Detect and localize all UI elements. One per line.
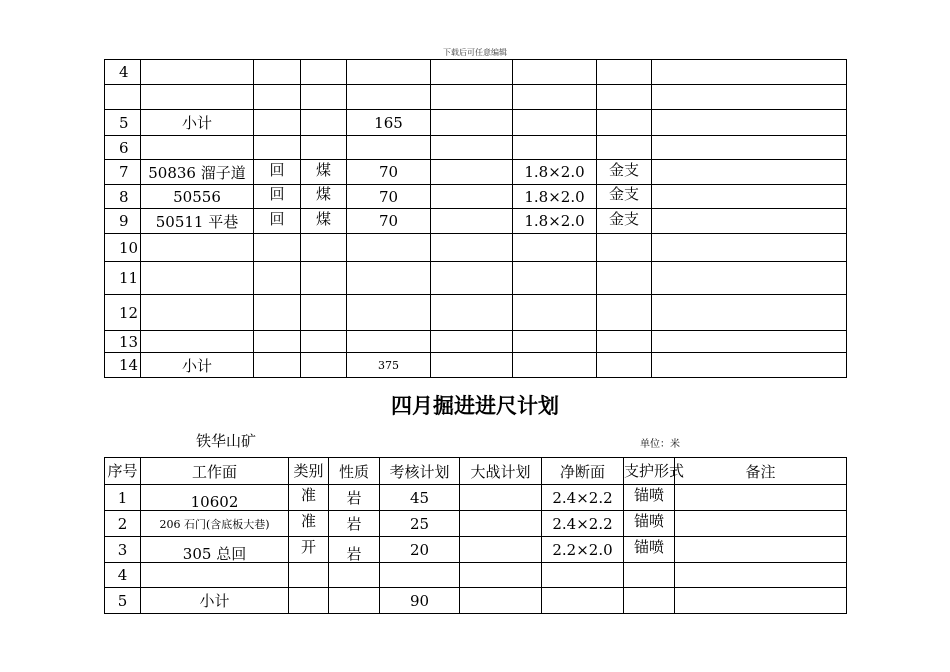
cell-support xyxy=(597,259,652,292)
header-face: 工作面 xyxy=(141,458,289,485)
cell-plan xyxy=(347,85,431,110)
april-plan-table xyxy=(104,457,847,614)
cell-plan: 70 xyxy=(347,185,431,209)
cell-prop xyxy=(301,231,347,259)
cell-prop: 煤 xyxy=(301,182,347,206)
table-row xyxy=(105,537,847,563)
cell-battle xyxy=(431,262,513,295)
cell-seq: 8 xyxy=(105,185,141,209)
cell-prop: 岩 xyxy=(329,511,380,537)
table-row xyxy=(105,262,847,295)
cell-cat: 开 xyxy=(289,534,329,560)
cell-note xyxy=(675,588,847,614)
cell-section xyxy=(542,563,624,588)
table-row xyxy=(105,85,847,110)
cell-note xyxy=(675,537,847,563)
cell-seq: 3 xyxy=(105,537,141,563)
header-seq: 序号 xyxy=(105,458,141,485)
cell-face xyxy=(141,262,254,295)
cell-note xyxy=(652,60,847,85)
cell-cat: 回 xyxy=(254,206,301,231)
cell-plan xyxy=(347,234,431,262)
header-note: 下载后可任意编辑 xyxy=(443,48,507,57)
header-note: 备注 xyxy=(675,458,847,485)
header-section: 净断面 xyxy=(542,458,624,485)
cell-note xyxy=(652,262,847,295)
cell-prop xyxy=(301,57,347,82)
cell-support xyxy=(624,560,675,585)
cell-cat xyxy=(254,292,301,328)
cell-prop xyxy=(329,588,380,614)
cell-cat xyxy=(254,259,301,292)
cell-face: 10602 xyxy=(141,489,289,515)
cell-cat xyxy=(254,350,301,375)
cell-face: 小计 xyxy=(141,110,254,136)
cell-section xyxy=(513,234,597,262)
cell-seq: 13 xyxy=(105,331,141,353)
header-plan: 考核计划 xyxy=(380,458,460,485)
top-plan-table xyxy=(104,59,847,378)
cell-battle xyxy=(460,588,542,614)
cell-note xyxy=(675,485,847,511)
cell-face xyxy=(141,331,254,353)
cell-seq: 9 xyxy=(105,209,141,234)
cell-support xyxy=(624,585,675,611)
cell-section xyxy=(513,136,597,160)
cell-support xyxy=(597,292,652,328)
cell-prop: 岩 xyxy=(329,541,380,567)
cell-face: 50556 xyxy=(141,185,254,209)
cell-seq: 4 xyxy=(105,563,141,588)
header-prop: 性质 xyxy=(329,458,380,485)
cell-cat xyxy=(289,560,329,585)
mine-name: 铁华山矿 xyxy=(196,432,257,450)
cell-prop: 岩 xyxy=(329,485,380,511)
cell-plan: 70 xyxy=(347,209,431,234)
table-row xyxy=(105,209,847,234)
cell-support: 锚喷 xyxy=(624,508,675,534)
cell-battle xyxy=(460,563,542,588)
cell-seq: 6 xyxy=(105,136,141,160)
cell-note xyxy=(652,295,847,331)
cell-battle xyxy=(431,234,513,262)
cell-support: 金支 xyxy=(597,206,652,231)
cell-support xyxy=(597,133,652,157)
cell-section xyxy=(513,262,597,295)
cell-prop xyxy=(301,133,347,157)
cell-note xyxy=(652,160,847,185)
cell-plan xyxy=(347,136,431,160)
cell-seq: 2 xyxy=(105,511,141,537)
cell-seq: 7 xyxy=(105,160,141,185)
cell-cat: 回 xyxy=(254,157,301,182)
cell-support: 锚喷 xyxy=(624,482,675,508)
cell-face: 305 总回 xyxy=(141,541,289,567)
cell-battle xyxy=(460,511,542,537)
cell-face xyxy=(141,295,254,331)
cell-note xyxy=(652,331,847,353)
cell-plan xyxy=(347,331,431,353)
cell-cat: 准 xyxy=(289,508,329,534)
cell-seq: 11 xyxy=(105,262,141,295)
cell-section xyxy=(513,60,597,85)
cell-seq: 10 xyxy=(105,234,141,262)
cell-battle xyxy=(431,136,513,160)
cell-cat xyxy=(254,107,301,133)
cell-prop xyxy=(301,328,347,350)
cell-face xyxy=(141,85,254,110)
cell-note xyxy=(652,136,847,160)
cell-cat xyxy=(254,57,301,82)
header-row xyxy=(105,458,847,485)
cell-battle xyxy=(431,60,513,85)
cell-section xyxy=(513,110,597,136)
table-row xyxy=(105,110,847,136)
cell-prop xyxy=(301,350,347,375)
cell-battle xyxy=(431,353,513,378)
cell-note xyxy=(652,110,847,136)
cell-battle xyxy=(431,209,513,234)
cell-note xyxy=(675,563,847,588)
cell-seq xyxy=(105,85,141,110)
page-title: 四月掘进进尺计划 xyxy=(391,394,559,418)
cell-note xyxy=(652,353,847,378)
table-row xyxy=(105,136,847,160)
cell-face: 小计 xyxy=(141,353,254,378)
cell-plan: 90 xyxy=(380,588,460,614)
cell-section xyxy=(513,85,597,110)
cell-note xyxy=(652,185,847,209)
cell-plan xyxy=(380,563,460,588)
cell-prop: 煤 xyxy=(301,206,347,231)
cell-battle xyxy=(431,295,513,331)
cell-cat xyxy=(254,82,301,107)
cell-plan: 165 xyxy=(347,110,431,136)
cell-note xyxy=(652,85,847,110)
cell-battle xyxy=(431,110,513,136)
cell-seq: 5 xyxy=(105,588,141,614)
cell-prop xyxy=(301,82,347,107)
cell-section: 2.4×2.2 xyxy=(542,511,624,537)
cell-cat xyxy=(289,585,329,611)
cell-prop xyxy=(301,259,347,292)
cell-cat xyxy=(254,133,301,157)
cell-section: 1.8×2.0 xyxy=(513,185,597,209)
cell-prop: 煤 xyxy=(301,157,347,182)
table-row xyxy=(105,185,847,209)
cell-note xyxy=(652,209,847,234)
table-row xyxy=(105,485,847,511)
cell-support xyxy=(597,350,652,375)
cell-seq: 12 xyxy=(105,295,141,331)
table-row xyxy=(105,353,847,378)
cell-battle xyxy=(431,185,513,209)
cell-support: 金支 xyxy=(597,182,652,206)
cell-section: 1.8×2.0 xyxy=(513,160,597,185)
cell-cat xyxy=(254,231,301,259)
table-row xyxy=(105,295,847,331)
cell-section: 2.2×2.0 xyxy=(542,537,624,563)
table-row xyxy=(105,588,847,614)
cell-note xyxy=(675,511,847,537)
cell-plan: 20 xyxy=(380,537,460,563)
header-cat: 类别 xyxy=(289,458,329,485)
cell-battle xyxy=(431,160,513,185)
cell-plan: 70 xyxy=(347,160,431,185)
cell-face xyxy=(141,60,254,85)
cell-plan: 45 xyxy=(380,485,460,511)
cell-prop xyxy=(301,107,347,133)
table-row xyxy=(105,160,847,185)
cell-support: 金支 xyxy=(597,157,652,182)
cell-section xyxy=(513,331,597,353)
cell-face xyxy=(141,136,254,160)
table-row xyxy=(105,234,847,262)
cell-cat: 回 xyxy=(254,182,301,206)
cell-plan: 25 xyxy=(380,511,460,537)
cell-plan xyxy=(347,295,431,331)
header-battle: 大战计划 xyxy=(460,458,542,485)
cell-face: 小计 xyxy=(141,588,289,614)
cell-cat xyxy=(254,328,301,350)
cell-prop xyxy=(301,292,347,328)
cell-battle xyxy=(431,85,513,110)
unit-label: 单位：米 xyxy=(640,439,680,450)
header-support: 支护形式 xyxy=(624,458,675,485)
cell-seq: 4 xyxy=(105,60,141,85)
table-row xyxy=(105,331,847,353)
cell-plan: 375 xyxy=(347,353,431,378)
cell-seq: 14 xyxy=(105,353,141,378)
cell-support xyxy=(597,231,652,259)
cell-section xyxy=(542,588,624,614)
cell-seq: 5 xyxy=(105,110,141,136)
cell-section xyxy=(513,353,597,378)
cell-face xyxy=(141,234,254,262)
cell-support: 锚喷 xyxy=(624,534,675,560)
table-row xyxy=(105,60,847,85)
cell-support xyxy=(597,328,652,350)
cell-section: 2.4×2.2 xyxy=(542,485,624,511)
cell-note xyxy=(652,234,847,262)
cell-seq: 1 xyxy=(105,485,141,511)
cell-section xyxy=(513,295,597,331)
cell-face: 206 石门(含底板大巷) xyxy=(141,511,289,537)
cell-face: 50511 平巷 xyxy=(141,209,254,234)
cell-section: 1.8×2.0 xyxy=(513,209,597,234)
cell-support xyxy=(597,107,652,133)
cell-plan xyxy=(347,60,431,85)
cell-battle xyxy=(460,485,542,511)
cell-face: 50836 溜子道 xyxy=(141,160,254,185)
cell-plan xyxy=(347,262,431,295)
cell-support xyxy=(597,82,652,107)
cell-battle xyxy=(460,537,542,563)
cell-support xyxy=(597,57,652,82)
cell-battle xyxy=(431,331,513,353)
cell-cat: 准 xyxy=(289,482,329,508)
